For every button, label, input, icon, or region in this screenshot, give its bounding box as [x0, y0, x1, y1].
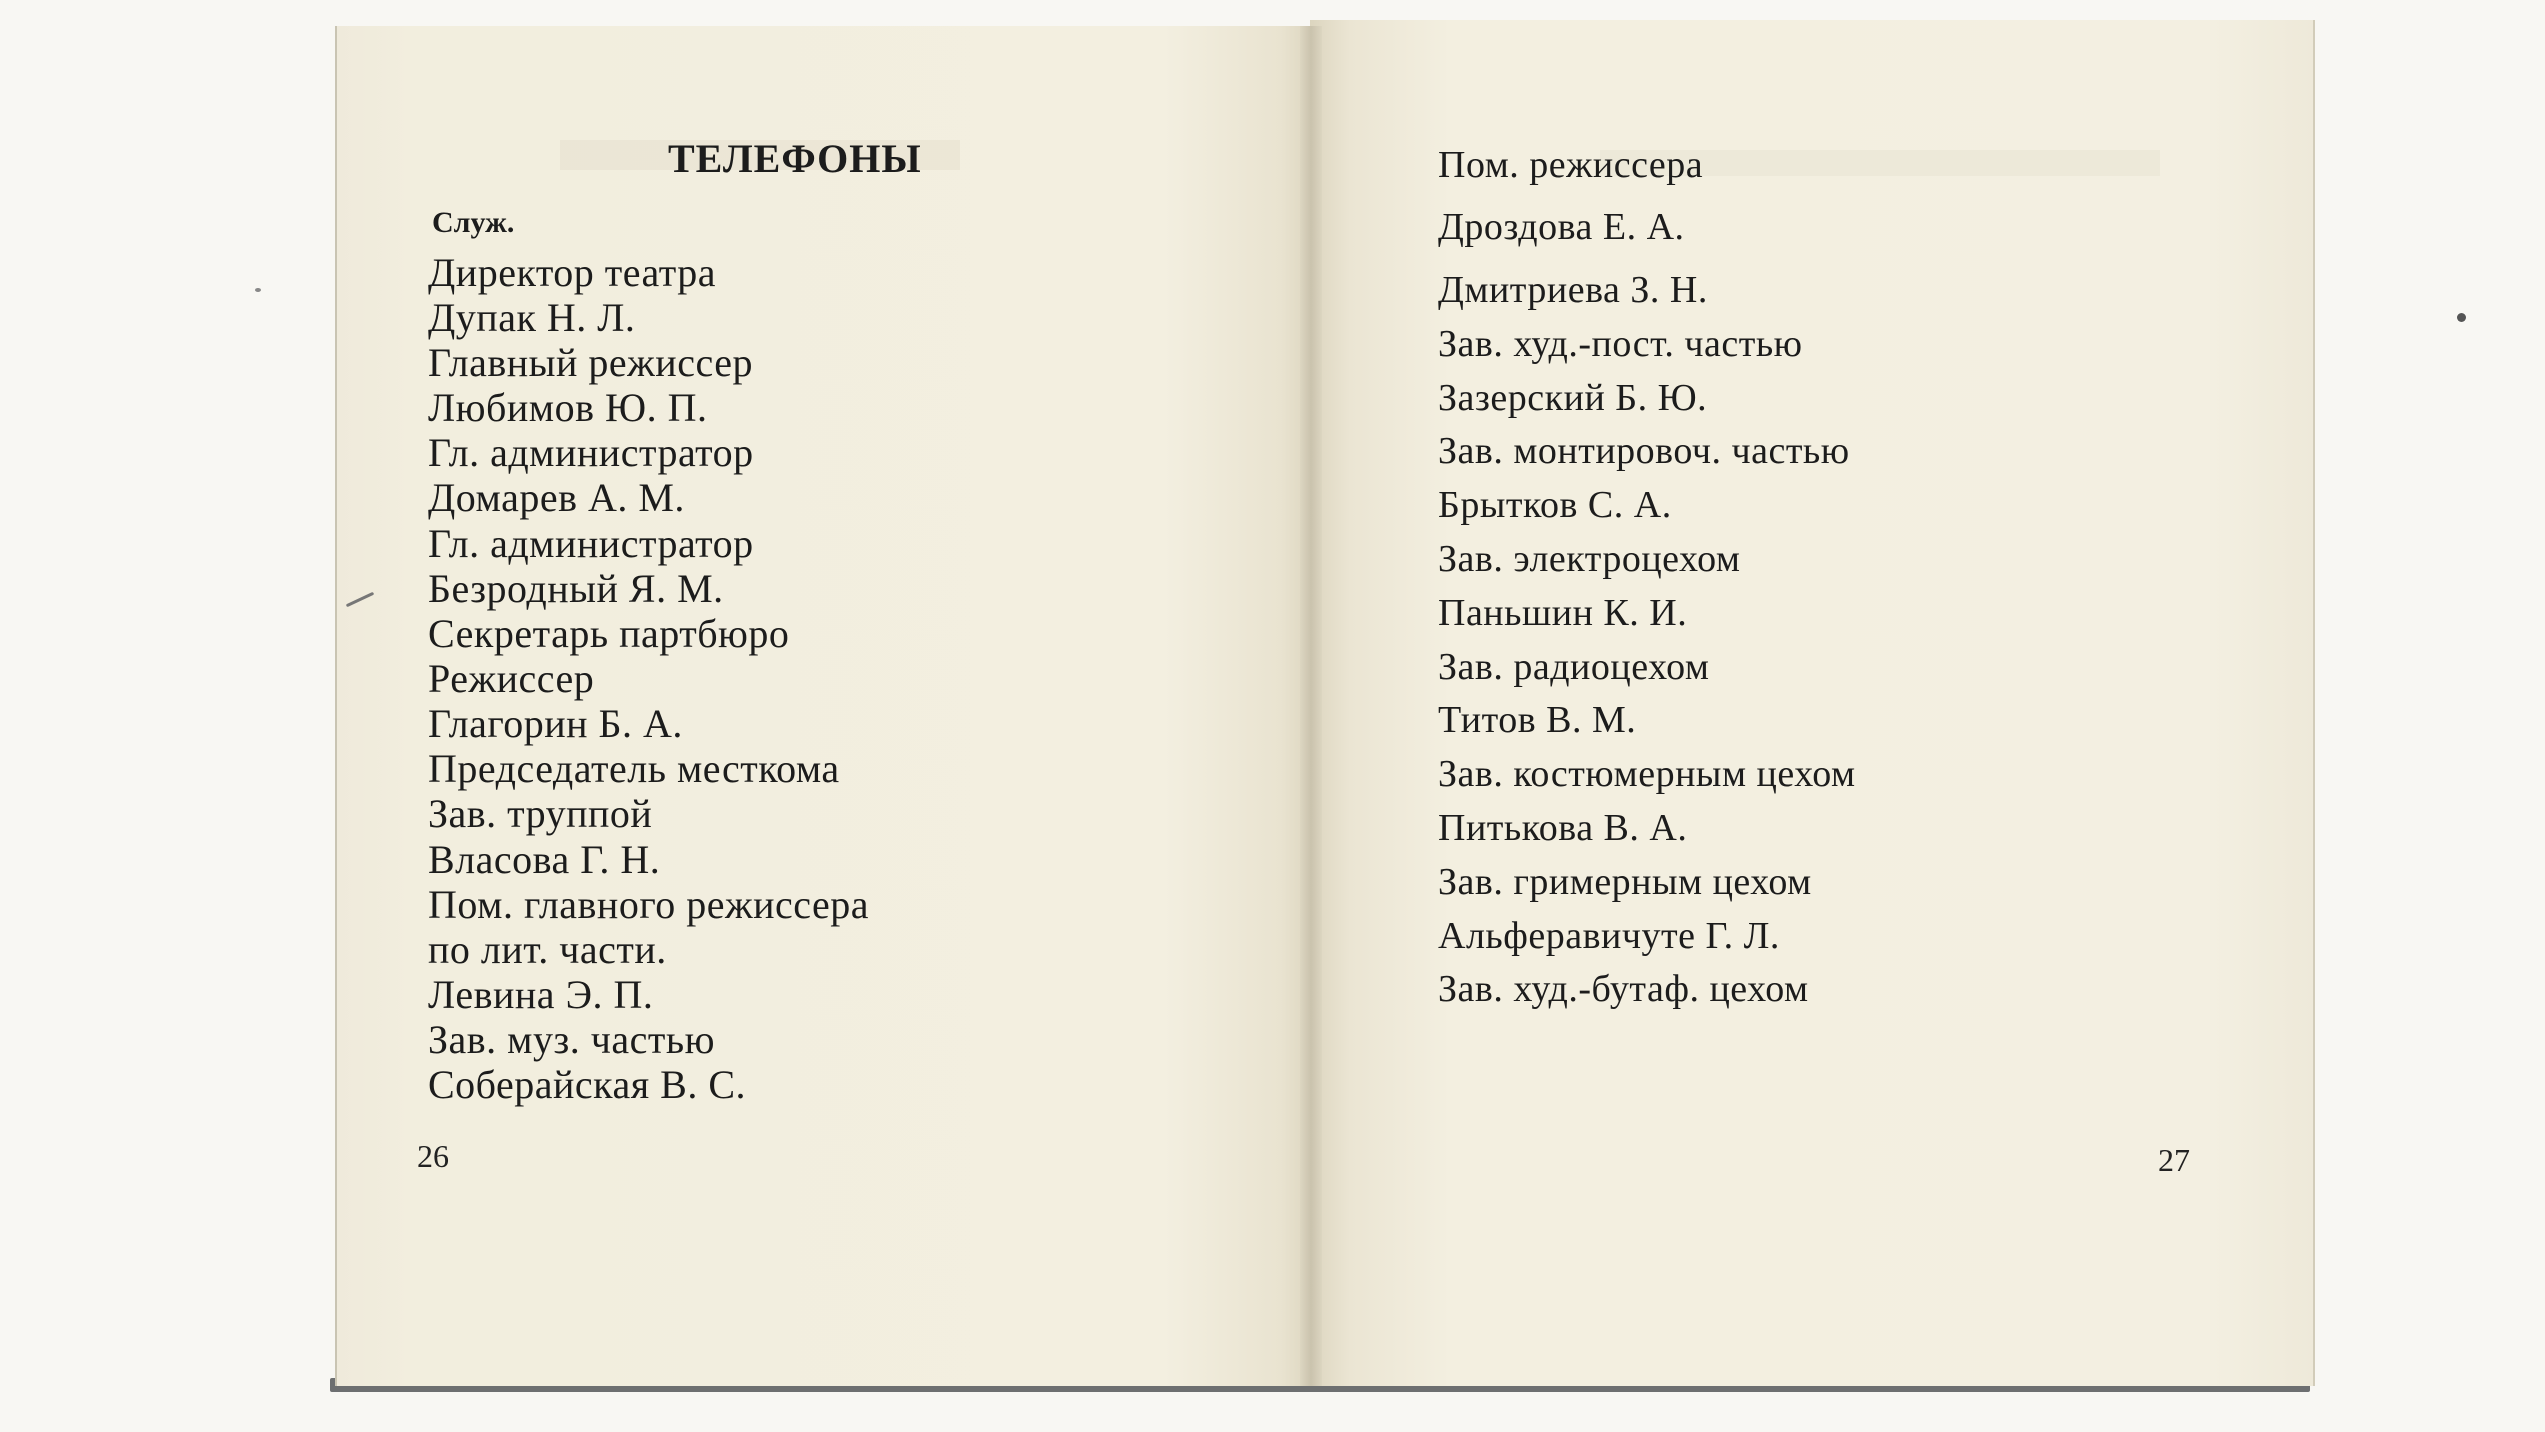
list-item: Гл. администратор	[428, 430, 754, 475]
dust-speck	[2457, 313, 2466, 322]
list-item: Секретарь партбюро	[428, 611, 790, 656]
list-item: Любимов Ю. П.	[428, 385, 708, 430]
page-number-left: 26	[417, 1138, 449, 1174]
list-item: Брытков С. А.	[1438, 484, 1672, 526]
list-item: Председатель месткома	[428, 746, 840, 791]
section-label: Служ.	[432, 206, 515, 239]
list-item: Питькова В. А.	[1438, 807, 1688, 849]
list-item: Альферавичуте Г. Л.	[1438, 915, 1780, 957]
list-item: Пом. главного режиссера	[428, 882, 870, 927]
list-item: Дмитриева З. Н.	[1438, 269, 1708, 311]
list-item: Зав. костюмерным цехом	[1438, 753, 1856, 795]
list-item: Пом. режиссера	[1438, 144, 1704, 186]
list-item: Зав. худ.-пост. частью	[1438, 323, 1803, 365]
page-number-right: 27	[2158, 1142, 2190, 1178]
list-item: Левина Э. П.	[428, 972, 654, 1017]
list-item: Титов В. М.	[1438, 699, 1637, 741]
list-item: Безродный Я. М.	[428, 566, 724, 611]
list-item: Главный режиссер	[428, 340, 753, 385]
dust-speck	[255, 288, 261, 292]
list-item: Соберайская В. С.	[428, 1062, 747, 1107]
list-item: Зазерский Б. Ю.	[1438, 377, 1708, 419]
list-item: Директор театра	[428, 250, 716, 295]
list-item: по лит. части.	[428, 927, 667, 972]
list-item: Зав. монтировоч. частью	[1438, 430, 1850, 472]
list-item: Зав. гримерным цехом	[1438, 861, 1812, 903]
list-item: Зав. электроцехом	[1438, 538, 1741, 580]
book-gutter	[1300, 26, 1322, 1386]
list-item: Дроздова Е. А.	[1438, 206, 1685, 248]
list-item: Власова Г. Н.	[428, 837, 661, 882]
list-item: Зав. худ.-бутаф. цехом	[1438, 968, 1809, 1010]
list-item: Гл. администратор	[428, 521, 754, 566]
list-item: Зав. радиоцехом	[1438, 646, 1710, 688]
list-item: Режиссер	[428, 656, 595, 701]
list-item: Глагорин Б. А.	[428, 701, 683, 746]
list-item: Домарев А. М.	[428, 475, 685, 520]
list-item: Зав. муз. частью	[428, 1017, 716, 1062]
page-title: ТЕЛЕФОНЫ	[668, 136, 922, 181]
list-item: Зав. труппой	[428, 791, 653, 836]
list-item: Паньшин К. И.	[1438, 592, 1688, 634]
list-item: Дупак Н. Л.	[428, 295, 636, 340]
